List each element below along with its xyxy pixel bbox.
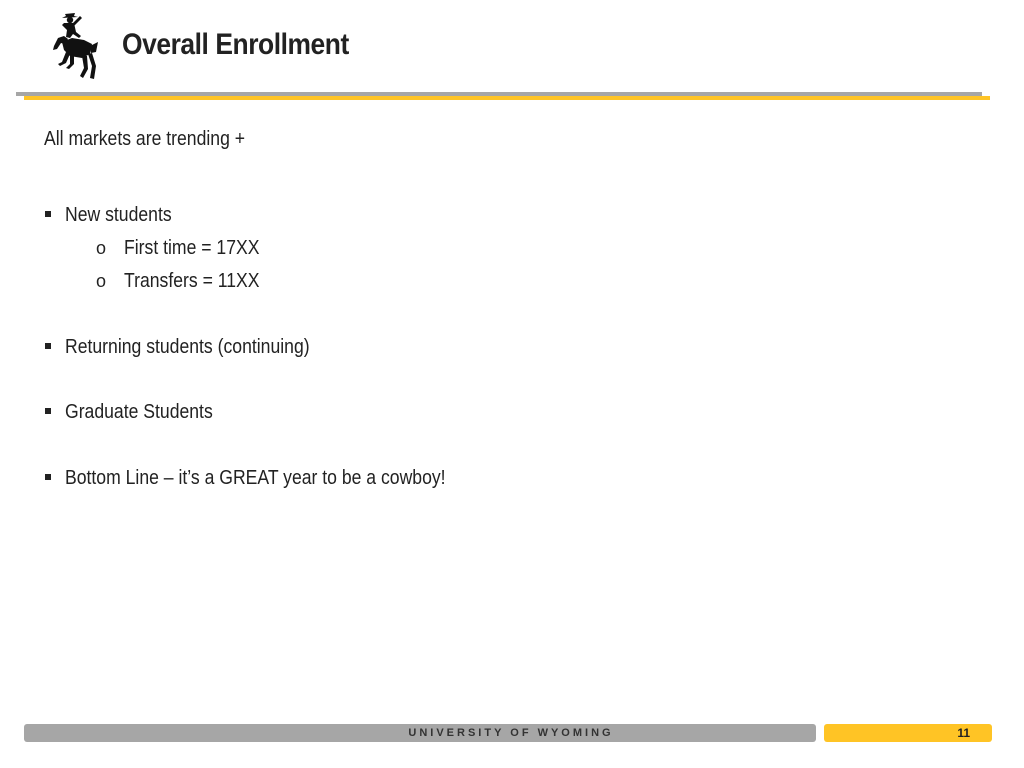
- bullet-label: New students: [65, 204, 172, 226]
- square-bullet-icon: [45, 211, 51, 217]
- header-divider-gold: [24, 96, 990, 100]
- page-title: Overall Enrollment: [122, 28, 349, 61]
- bucking-horse-rider-icon: [48, 8, 100, 84]
- bullet-item: [45, 401, 233, 424]
- page-number: 11: [957, 726, 970, 740]
- square-bullet-icon: [45, 408, 51, 414]
- footer-university-name: UNIVERSITY OF WYOMING: [408, 727, 614, 739]
- bullet-label: Returning students (continuing): [65, 336, 310, 358]
- bullet-label: Graduate Students: [65, 401, 213, 423]
- bullet-item: [45, 467, 497, 490]
- sub-bullet-label: Transfers = 11XX: [124, 270, 260, 292]
- sub-bullet-item: [96, 237, 278, 260]
- circle-bullet-icon: o: [96, 238, 107, 258]
- bullet-item: [45, 204, 186, 227]
- intro-text: All markets are trending +: [44, 128, 246, 150]
- square-bullet-icon: [45, 343, 51, 349]
- sub-bullet-item: [96, 270, 278, 293]
- square-bullet-icon: [45, 474, 51, 480]
- page-number-box: [824, 724, 992, 742]
- bullet-item: [45, 336, 343, 359]
- circle-bullet-icon: o: [96, 271, 107, 291]
- bullet-label: Bottom Line – it’s a GREAT year to be a cowboy!: [65, 467, 446, 489]
- sub-bullet-label: First time = 17XX: [124, 237, 260, 259]
